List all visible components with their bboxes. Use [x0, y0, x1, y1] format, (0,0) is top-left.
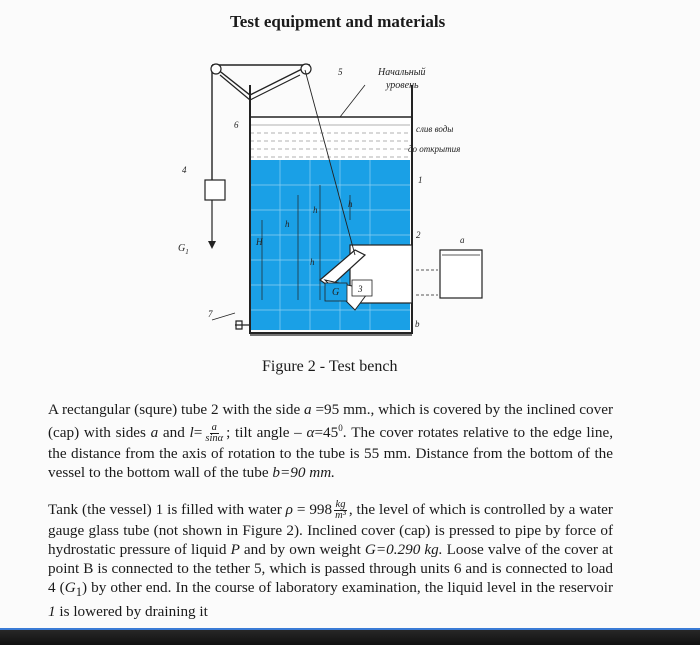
- test-bench-figure: [150, 55, 500, 355]
- fig-label-h-ust: h: [313, 205, 318, 215]
- page-title: Test equipment and materials: [230, 12, 446, 31]
- paragraph-tube-description: A rectangular (squre) tube 2 with the side a =95 mm., which is covered by the inclined cover (cap) with sides a and l= $\frac{a}{\sin\alpha}$ ; tilt angle – $\alpha=45^0$. The cover rotates relative to the edge line, the distance from the axis of rotation to the tube is 55 mm. Distance from the bottom of the vessel to the bottom wall of the tube b=90 mm.: [48, 401, 614, 482]
- fig-num-1: 1: [418, 175, 423, 185]
- screen-bottom-bar: [0, 628, 700, 645]
- pulley-left: [211, 64, 221, 74]
- fig-label-H: H: [256, 237, 263, 247]
- cross-section: [440, 250, 482, 298]
- fig-label-h1: h: [348, 199, 353, 209]
- fig-label-drain-1: слив воды: [416, 124, 454, 134]
- fig-label-G: G: [332, 287, 340, 298]
- load-4: [205, 180, 225, 200]
- fig-num-3: 3: [358, 284, 363, 294]
- fig-num-7: 7: [208, 309, 213, 319]
- fig-num-4: 4: [182, 165, 187, 175]
- fig-label-b: b: [415, 319, 420, 329]
- fig-label-initial-level-1: Начальный: [378, 67, 426, 78]
- water-upper-zone: [250, 115, 410, 160]
- figure-caption: Figure 2 - Test bench: [262, 358, 398, 375]
- fig-num-6: 6: [234, 120, 239, 130]
- fig-label-initial-level-2: уровень: [386, 80, 419, 91]
- fig-num-2: 2: [416, 230, 421, 240]
- fig-label-a: a: [460, 235, 465, 245]
- drain-valve: [235, 321, 250, 329]
- fig-label-h2: h: [285, 219, 290, 229]
- fig-num-5: 5: [338, 67, 343, 77]
- fig-label-drain-2: до открытия: [408, 144, 461, 154]
- fraction-kg-per-m3: $\frac{kg}{\text{m³}}$: [335, 499, 346, 522]
- fig-label-G1: $G_1$: [178, 243, 189, 256]
- fig-label-hc: h: [310, 257, 315, 267]
- fraction-a-over-sin: $\frac{a}{\sin\alpha}$: [205, 422, 224, 445]
- paragraph-tank-description: Tank (the vessel) 1 is filled with water ρ = 998 $\frac{kg}{\text{m³}}$ , the level of which is controlled by a water gauge glass tube (not shown in Figure 2). Inclined cover (cap) is pressed to pipe by force of hydrostatic pressure of liquid P and by own weight G=0.290 kg. Loose valve of the cover at point B is connected to the tether 5, which is passed through units 6 and is connected to load 4 $(G_1)$ by other end. In the course of laboratory examination, the liquid level in the reservoir 1 is lowered by draining it: [48, 499, 614, 621]
- screen-bottom-accent: [0, 628, 700, 630]
